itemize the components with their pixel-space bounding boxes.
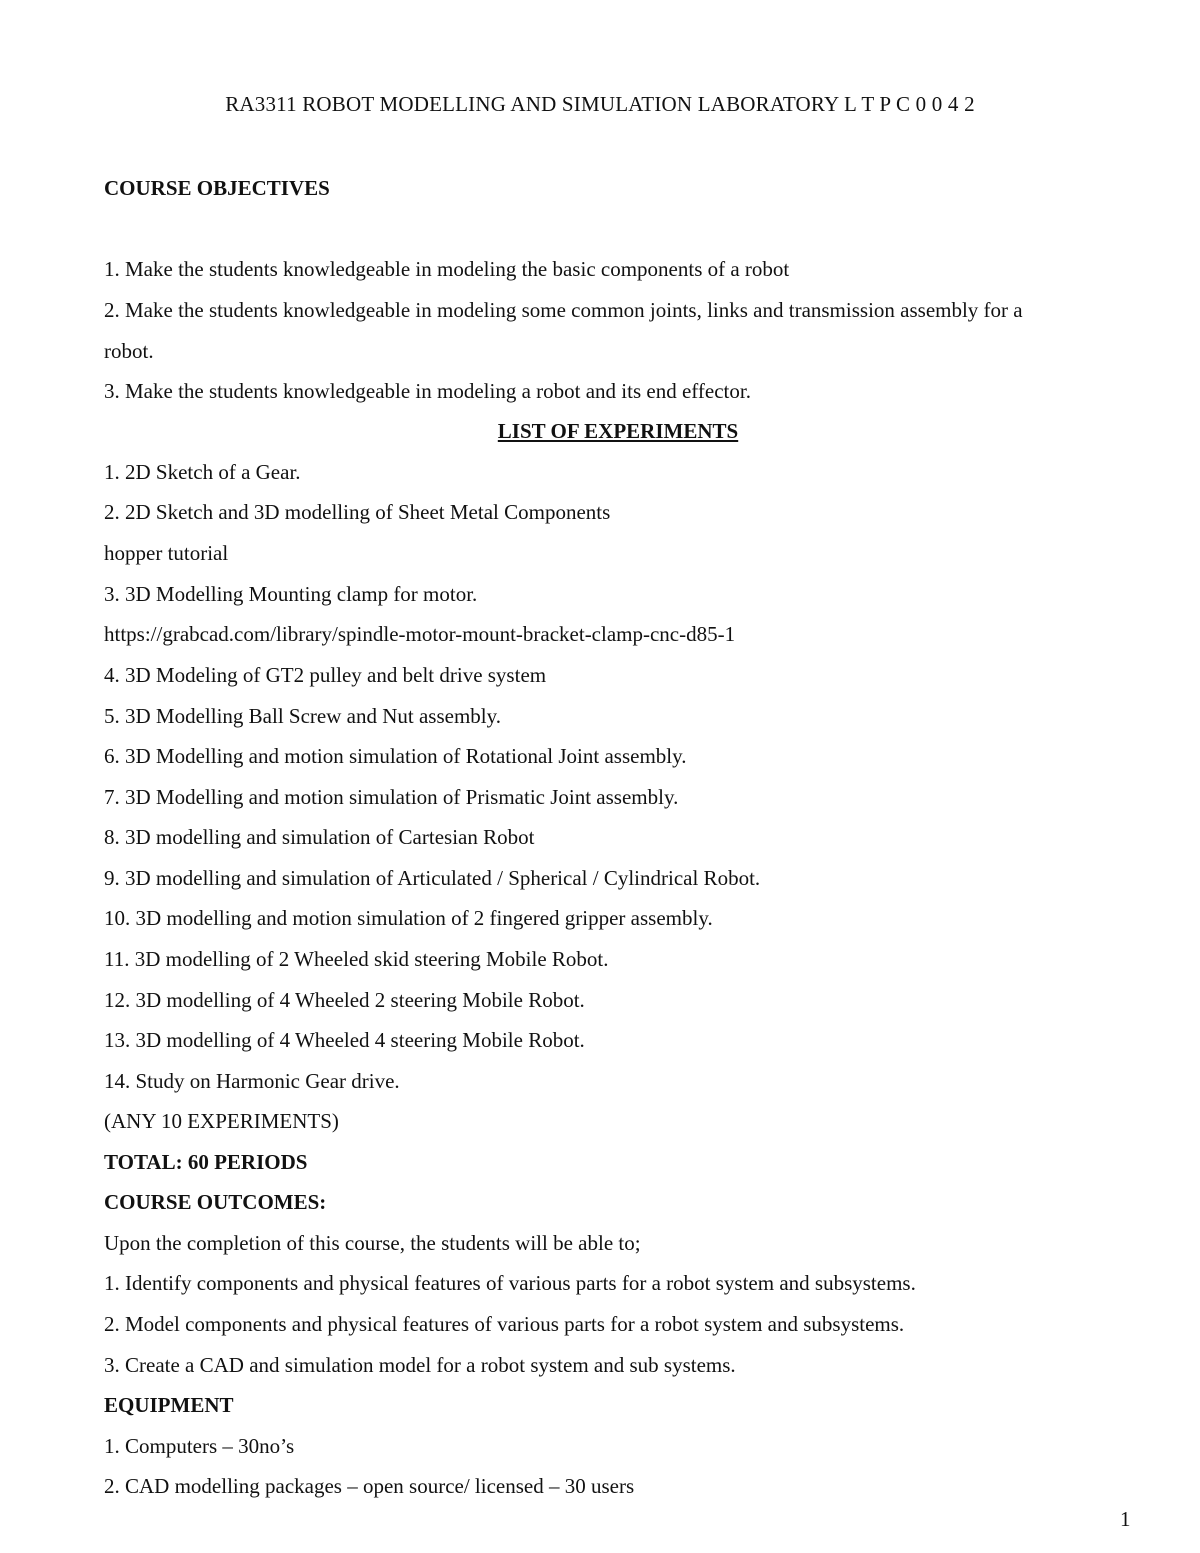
experiment-item: 5. 3D Modelling Ball Screw and Nut assembly. <box>104 704 502 728</box>
objective-item: 1. Make the students knowledgeable in modeling the basic components of a robot <box>104 257 790 281</box>
experiment-link: https://grabcad.com/library/spindle-motor-mount-bracket-clamp-cnc-d85-1 <box>104 622 736 646</box>
experiment-item: 1. 2D Sketch of a Gear. <box>104 460 301 484</box>
objective-item: robot. <box>104 339 154 363</box>
experiment-item: 12. 3D modelling of 4 Wheeled 2 steering Mobile Robot. <box>104 988 585 1012</box>
experiments-note: (ANY 10 EXPERIMENTS) <box>104 1109 339 1133</box>
equipment-item: 2. CAD modelling packages – open source/ licensed – 30 users <box>104 1474 635 1498</box>
objective-item: 2. Make the students knowledgeable in modeling some common joints, links and transmission assembly for a <box>104 298 1023 322</box>
experiment-item: 14. Study on Harmonic Gear drive. <box>104 1069 400 1093</box>
total-periods: TOTAL: 60 PERIODS <box>104 1150 308 1174</box>
objective-item: 3. Make the students knowledgeable in modeling a robot and its end effector. <box>104 379 751 403</box>
outcome-item: 1. Identify components and physical features of various parts for a robot system and subsystems. <box>104 1271 916 1295</box>
experiment-item: 4. 3D Modeling of GT2 pulley and belt drive system <box>104 663 547 687</box>
objectives-heading: COURSE OBJECTIVES <box>104 176 330 200</box>
outcome-item: 3. Create a CAD and simulation model for a robot system and sub systems. <box>104 1353 736 1377</box>
experiment-item: 9. 3D modelling and simulation of Articulated / Spherical / Cylindrical Robot. <box>104 866 761 890</box>
experiments-heading: LIST OF EXPERIMENTS <box>497 419 739 443</box>
page-number: 1 <box>1120 1507 1131 1531</box>
outcome-item: 2. Model components and physical features of various parts for a robot system and subsystems. <box>104 1312 905 1336</box>
outcomes-intro: Upon the completion of this course, the students will be able to; <box>104 1231 641 1255</box>
experiment-item: 13. 3D modelling of 4 Wheeled 4 steering Mobile Robot. <box>104 1028 585 1052</box>
experiment-note: hopper tutorial <box>104 541 229 565</box>
experiment-item: 3. 3D Modelling Mounting clamp for motor. <box>104 582 478 606</box>
experiment-item: 11. 3D modelling of 2 Wheeled skid steering Mobile Robot. <box>104 947 609 971</box>
experiment-item: 6. 3D Modelling and motion simulation of Rotational Joint assembly. <box>104 744 687 768</box>
equipment-heading: EQUIPMENT <box>104 1393 234 1417</box>
outcomes-heading: COURSE OUTCOMES: <box>104 1190 327 1214</box>
experiment-item: 7. 3D Modelling and motion simulation of Prismatic Joint assembly. <box>104 785 679 809</box>
experiment-item: 8. 3D modelling and simulation of Cartesian Robot <box>104 825 535 849</box>
document-title: RA3311 ROBOT MODELLING AND SIMULATION LABORATORY L T P C 0 0 4 2 <box>225 92 975 116</box>
equipment-item: 1. Computers – 30no’s <box>104 1434 295 1458</box>
experiment-item: 2. 2D Sketch and 3D modelling of Sheet Metal Components <box>104 500 611 524</box>
experiment-item: 10. 3D modelling and motion simulation of 2 fingered gripper assembly. <box>104 906 713 930</box>
